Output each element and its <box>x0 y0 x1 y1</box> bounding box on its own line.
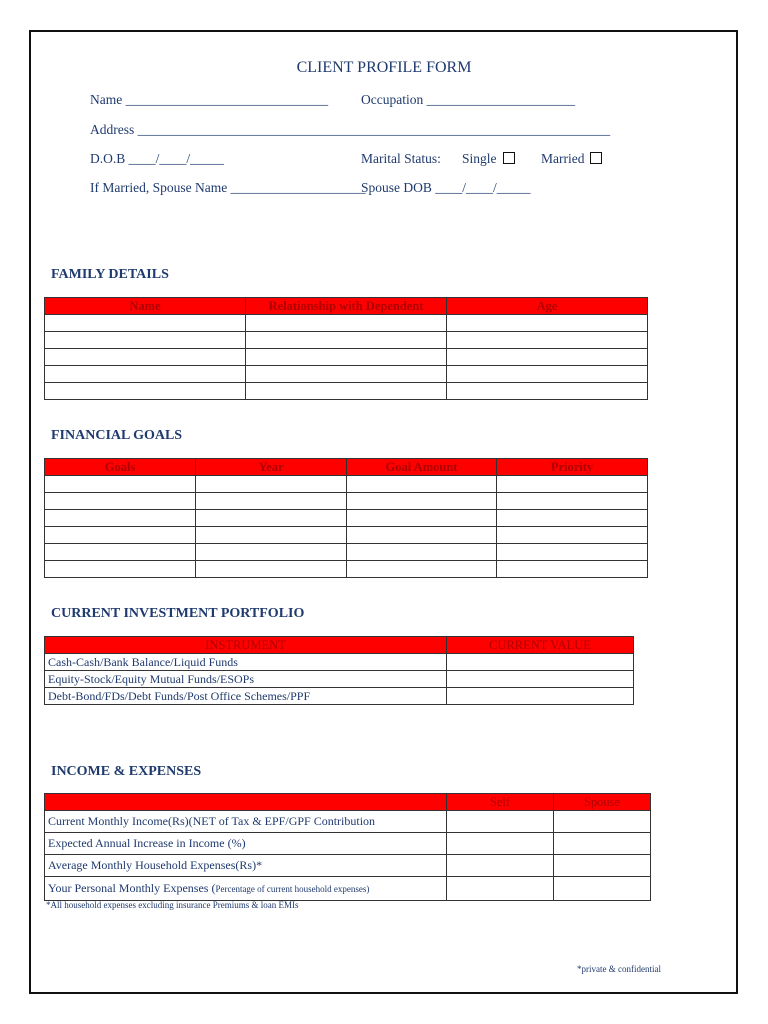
family-details-heading: FAMILY DETAILS <box>51 267 169 282</box>
occupation-field[interactable]: Occupation ______________________ <box>361 92 576 107</box>
investment-portfolio-heading: CURRENT INVESTMENT PORTFOLIO <box>51 606 305 621</box>
table-cell[interactable] <box>246 383 447 400</box>
table-cell[interactable] <box>45 383 246 400</box>
family-header-name: Name <box>45 298 246 315</box>
confidential-note: *private & confidential <box>577 964 661 974</box>
income-header-self: Self <box>447 794 554 811</box>
goals-table <box>44 458 648 578</box>
table-cell[interactable] <box>347 476 497 493</box>
table-cell[interactable] <box>45 366 246 383</box>
spouse-name-field[interactable]: If Married, Spouse Name ____________________ <box>90 180 366 195</box>
table-cell[interactable] <box>497 510 648 527</box>
table-cell[interactable] <box>447 315 648 332</box>
family-table <box>44 297 648 400</box>
table-row <box>45 855 651 877</box>
table-row <box>45 510 648 527</box>
table-row <box>45 654 634 671</box>
table-row <box>45 833 651 855</box>
table-cell[interactable] <box>347 561 497 578</box>
table-cell[interactable] <box>196 493 347 510</box>
table-cell[interactable] <box>246 366 447 383</box>
table-cell[interactable] <box>196 510 347 527</box>
table-row <box>45 349 648 366</box>
goals-header-year: Year <box>196 459 347 476</box>
table-cell[interactable] <box>347 527 497 544</box>
income-table <box>44 793 651 901</box>
table-cell[interactable] <box>45 527 196 544</box>
table-cell[interactable] <box>45 544 196 561</box>
married-option[interactable] <box>541 151 602 167</box>
table-cell[interactable] <box>447 332 648 349</box>
table-cell[interactable] <box>497 527 648 544</box>
table-row <box>45 811 651 833</box>
portfolio-header-value: CURRENT VALUE <box>447 637 634 654</box>
instrument-cash: Cash-Cash/Bank Balance/Liquid Funds <box>45 654 447 671</box>
table-cell[interactable] <box>347 544 497 561</box>
table-cell[interactable] <box>45 476 196 493</box>
family-header-age: Age <box>447 298 648 315</box>
table-cell[interactable] <box>554 833 651 855</box>
table-cell[interactable] <box>45 349 246 366</box>
personal-expenses-note: Percentage of current household expenses) <box>215 884 370 894</box>
table-row <box>45 332 648 349</box>
portfolio-table <box>44 636 634 705</box>
table-row <box>45 561 648 578</box>
income-row-household: Average Monthly Household Expenses(Rs)* <box>45 855 447 877</box>
table-row <box>45 877 651 901</box>
table-cell[interactable] <box>447 349 648 366</box>
table-cell[interactable] <box>447 383 648 400</box>
table-cell[interactable] <box>45 510 196 527</box>
table-cell[interactable] <box>196 476 347 493</box>
portfolio-header-instrument: INSTRUMENT <box>45 637 447 654</box>
table-cell[interactable] <box>45 332 246 349</box>
married-label: Married <box>541 151 585 166</box>
table-cell[interactable] <box>447 877 554 901</box>
table-cell[interactable] <box>554 855 651 877</box>
income-footnote: *All household expenses excluding insurance Premiums & loan EMIs <box>46 900 299 910</box>
family-header-relationship: Relationship with Dependent <box>246 298 447 315</box>
table-cell[interactable] <box>196 561 347 578</box>
table-cell[interactable] <box>497 493 648 510</box>
income-header-blank <box>45 794 447 811</box>
single-option[interactable] <box>462 151 515 167</box>
table-cell[interactable] <box>347 510 497 527</box>
personal-expenses-label: Your Personal Monthly Expenses ( <box>48 881 216 895</box>
goals-header-amount: Goal Amount <box>347 459 497 476</box>
table-cell[interactable] <box>447 366 648 383</box>
table-cell[interactable] <box>246 315 447 332</box>
goals-header-priority: Priority <box>497 459 648 476</box>
table-cell[interactable] <box>45 561 196 578</box>
income-expenses-heading: INCOME & EXPENSES <box>51 764 202 779</box>
income-row-personal <box>45 877 447 901</box>
single-label: Single <box>462 151 497 166</box>
married-checkbox[interactable] <box>590 152 602 164</box>
marital-status-label: Marital Status: <box>361 151 441 166</box>
table-cell[interactable] <box>45 315 246 332</box>
goals-header-goals: Goals <box>45 459 196 476</box>
table-row <box>45 527 648 544</box>
table-row <box>45 671 634 688</box>
table-cell[interactable] <box>497 544 648 561</box>
name-field[interactable]: Name ______________________________ <box>90 92 329 107</box>
instrument-equity: Equity-Stock/Equity Mutual Funds/ESOPs <box>45 671 447 688</box>
table-cell[interactable] <box>196 544 347 561</box>
single-checkbox[interactable] <box>503 152 515 164</box>
income-row-monthly: Current Monthly Income(Rs)(NET of Tax & EPF/GPF Contribution <box>45 811 447 833</box>
financial-goals-heading: FINANCIAL GOALS <box>51 428 183 443</box>
table-row <box>45 476 648 493</box>
table-cell[interactable] <box>554 877 651 901</box>
value-cell[interactable] <box>447 671 634 688</box>
table-cell[interactable] <box>196 527 347 544</box>
table-cell[interactable] <box>497 476 648 493</box>
table-cell[interactable] <box>447 855 554 877</box>
address-field[interactable]: Address ______________________________________________________________________ <box>90 122 611 137</box>
table-cell[interactable] <box>554 811 651 833</box>
value-cell[interactable] <box>447 654 634 671</box>
table-cell[interactable] <box>447 833 554 855</box>
table-cell[interactable] <box>347 493 497 510</box>
dob-field[interactable]: D.O.B ____/____/_____ <box>90 151 224 166</box>
income-row-increase: Expected Annual Increase in Income (%) <box>45 833 447 855</box>
table-row <box>45 493 648 510</box>
value-cell[interactable] <box>447 688 634 705</box>
instrument-debt: Debt-Bond/FDs/Debt Funds/Post Office Schemes/PPF <box>45 688 447 705</box>
spouse-dob-field[interactable]: Spouse DOB ____/____/_____ <box>361 180 531 195</box>
table-cell[interactable] <box>45 493 196 510</box>
table-row <box>45 544 648 561</box>
table-row <box>45 366 648 383</box>
table-row <box>45 315 648 332</box>
table-cell[interactable] <box>246 332 447 349</box>
table-cell[interactable] <box>246 349 447 366</box>
table-cell[interactable] <box>497 561 648 578</box>
table-cell[interactable] <box>447 811 554 833</box>
table-row <box>45 688 634 705</box>
income-header-spouse: Spouse <box>554 794 651 811</box>
form-title: CLIENT PROFILE FORM <box>296 59 472 76</box>
table-row <box>45 383 648 400</box>
